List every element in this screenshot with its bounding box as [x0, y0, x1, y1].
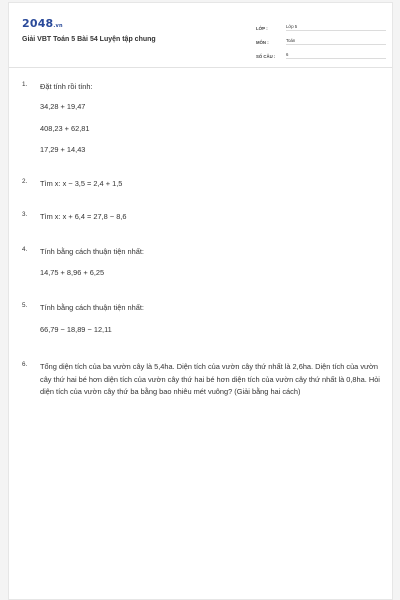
meta-value: 6	[286, 52, 386, 59]
question-number: 6.	[22, 361, 28, 368]
meta-row-subject	[256, 33, 386, 45]
question-expression: 408,23 + 62,81	[40, 124, 90, 133]
question-text: Tìm x: x + 6,4 = 27,8 − 8,6	[40, 212, 127, 221]
question-expression: 14,75 + 8,96 + 6,25	[40, 268, 105, 277]
meta-row-question-count	[256, 47, 386, 59]
question-number: 2.	[22, 178, 28, 185]
logo-domain-text: .vn	[53, 23, 63, 29]
question-number: 4.	[22, 246, 28, 253]
logo-main-text: 2048	[22, 17, 54, 30]
question-expression: 17,29 + 14,43	[40, 145, 86, 154]
question-expression: 34,28 + 19,47	[40, 102, 86, 111]
question-text: Tổng diện tích của ba vườn cây là 5,4ha. Diện tích của vườn cây thứ nhất là 2,6ha. Diện tích của vườn cây thứ hai bé hơn diện tích của vườn cây thứ hai bé hơn diện tích của vườn cây thứ nhất là 0,8ha. Hỏi diện tích của vườn cây thứ ba bằng bao nhiêu mét vuông? (Giải bằng hai cách)	[40, 362, 380, 397]
question-number: 5.	[22, 302, 28, 309]
question-number: 1.	[22, 81, 28, 88]
document-header	[9, 3, 392, 68]
meta-row-class	[256, 19, 386, 31]
question-text: Đặt tính rồi tính:	[40, 82, 93, 91]
meta-label: MÔN :	[256, 40, 269, 45]
question-expression: 66,79 − 18,89 − 12,11	[40, 325, 112, 334]
document-page	[8, 2, 393, 600]
question-text: Tính bằng cách thuận tiện nhất:	[40, 303, 144, 312]
meta-value: Toán	[286, 38, 386, 45]
meta-info	[256, 19, 386, 61]
question-number: 3.	[22, 211, 28, 218]
question-text: Tính bằng cách thuận tiện nhất:	[40, 247, 144, 256]
meta-value: Lớp 5	[286, 24, 386, 31]
page-title: Giải VBT Toán 5 Bài 54 Luyện tập chung	[22, 36, 156, 43]
meta-label: SỐ CÂU :	[256, 54, 276, 59]
site-logo[interactable]	[22, 17, 63, 30]
question-text: Tìm x: x − 3,5 = 2,4 + 1,5	[40, 179, 123, 188]
meta-label: LỚP :	[256, 26, 268, 31]
